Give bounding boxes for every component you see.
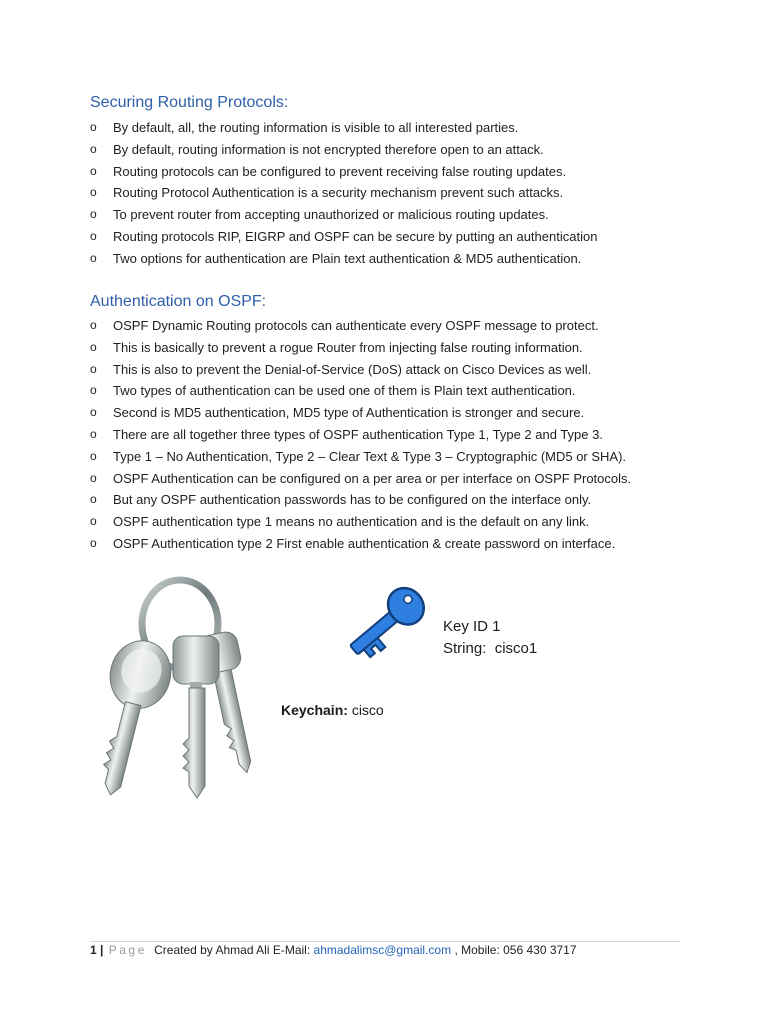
keychain-label: Keychain: xyxy=(281,702,348,718)
list-item xyxy=(90,424,730,446)
bullet-marker: o xyxy=(90,405,97,420)
list-item xyxy=(90,117,730,139)
bullet-marker: o xyxy=(90,383,97,398)
key-id-label: Key ID 1 xyxy=(443,618,501,635)
bullet-marker: o xyxy=(90,514,97,529)
key-icon xyxy=(340,583,432,663)
list-item xyxy=(90,446,730,468)
list-item xyxy=(90,511,730,533)
bullet-marker: o xyxy=(90,470,97,485)
list-item-text: Routing protocols RIP, EIGRP and OSPF can be secure by putting an authentication xyxy=(113,228,598,244)
list-item xyxy=(90,380,730,402)
list-item xyxy=(90,468,730,490)
list-item-text: Routing Protocol Authentication is a security mechanism prevent such attacks. xyxy=(113,185,564,201)
bullet-marker: o xyxy=(90,120,97,134)
list-item-text: Two types of authentication can be used one of them is Plain text authentication. xyxy=(113,383,576,399)
list-item xyxy=(90,182,730,204)
list-item xyxy=(90,161,730,183)
key-string-value: cisco1 xyxy=(494,640,538,657)
list-item-text: Type 1 – No Authentication, Type 2 – Clear Text & Type 3 – Cryptographic (MD5 or SHA). xyxy=(113,448,627,464)
list-item-text: By default, all, the routing information is visible to all interested parties. xyxy=(113,120,519,135)
list-item-text: To prevent router from accepting unauthorized or malicious routing updates. xyxy=(113,207,549,223)
list-item xyxy=(90,226,730,248)
bullet-list-securing-routing xyxy=(90,117,730,270)
key-string-label: String: xyxy=(443,640,487,657)
section-heading-ospf-authentication: Authentication on OSPF: xyxy=(90,293,267,310)
page-number: 1 xyxy=(90,943,97,957)
bullet-marker: o xyxy=(90,448,97,463)
bullet-marker: o xyxy=(90,318,97,332)
key-middle xyxy=(173,636,219,798)
bullet-list-ospf-authentication xyxy=(90,315,730,555)
list-item-text: Routing protocols can be configured to prevent receiving false routing updates. xyxy=(113,163,567,179)
bullet-marker: o xyxy=(90,250,97,265)
list-item xyxy=(90,139,730,161)
list-item-text: OSPF authentication type 1 means no authentication and is the default on any link. xyxy=(113,514,590,530)
list-item xyxy=(90,315,730,337)
bullet-marker: o xyxy=(90,339,97,354)
page-footer xyxy=(90,943,577,957)
bullet-marker: o xyxy=(90,185,97,200)
footer-author: Created by Ahmad Ali E-Mail: xyxy=(154,943,311,957)
list-item xyxy=(90,204,730,226)
bullet-marker: o xyxy=(90,492,97,507)
bullet-marker: o xyxy=(90,163,97,178)
page-separator: | xyxy=(100,943,104,957)
footer-email-link[interactable]: ahmadalimsc@gmail.com xyxy=(313,943,452,957)
list-item-text: OSPF Authentication type 2 First enable authentication & create password on interface. xyxy=(113,535,616,551)
list-item-text: OSPF Authentication can be configured on a per area or per interface on OSPF Protocols. xyxy=(113,470,632,486)
bullet-marker: o xyxy=(90,141,97,156)
footer-divider xyxy=(90,941,680,942)
page-word: Page xyxy=(108,943,147,957)
list-item-text: But any OSPF authentication passwords has to be configured on the interface only. xyxy=(113,492,592,508)
list-item xyxy=(90,533,730,555)
list-item xyxy=(90,489,730,511)
list-item-text: This is basically to prevent a rogue Router from injecting false routing information. xyxy=(113,339,583,355)
key-string-line xyxy=(443,640,537,657)
keychain-icon xyxy=(98,576,278,801)
list-item-text: There are all together three types of OSPF authentication Type 1, Type 2 and Type 3. xyxy=(113,426,603,442)
list-item-text: This is also to prevent the Denial-of-Service (DoS) attack on Cisco Devices as well. xyxy=(113,361,592,377)
bullet-marker: o xyxy=(90,228,97,243)
list-item xyxy=(90,359,730,381)
bullet-marker: o xyxy=(90,535,97,550)
section-heading-securing-routing: Securing Routing Protocols: xyxy=(90,94,289,111)
bullet-marker: o xyxy=(90,426,97,441)
list-item xyxy=(90,402,730,424)
keychain-caption xyxy=(281,702,384,718)
footer-mobile: , Mobile: 056 430 3717 xyxy=(454,943,577,957)
key-left xyxy=(98,634,178,801)
list-item-text: Two options for authentication are Plain text authentication & MD5 authentication. xyxy=(113,250,582,266)
bullet-marker: o xyxy=(90,207,97,222)
list-item xyxy=(90,337,730,359)
list-item xyxy=(90,248,730,270)
list-item-text: OSPF Dynamic Routing protocols can authenticate every OSPF message to protect. xyxy=(113,318,599,333)
list-item-text: By default, routing information is not encrypted therefore open to an attack. xyxy=(113,141,544,157)
bullet-marker: o xyxy=(90,361,97,376)
keychain-value: cisco xyxy=(351,702,384,718)
list-item-text: Second is MD5 authentication, MD5 type of Authentication is stronger and secure. xyxy=(113,405,585,421)
